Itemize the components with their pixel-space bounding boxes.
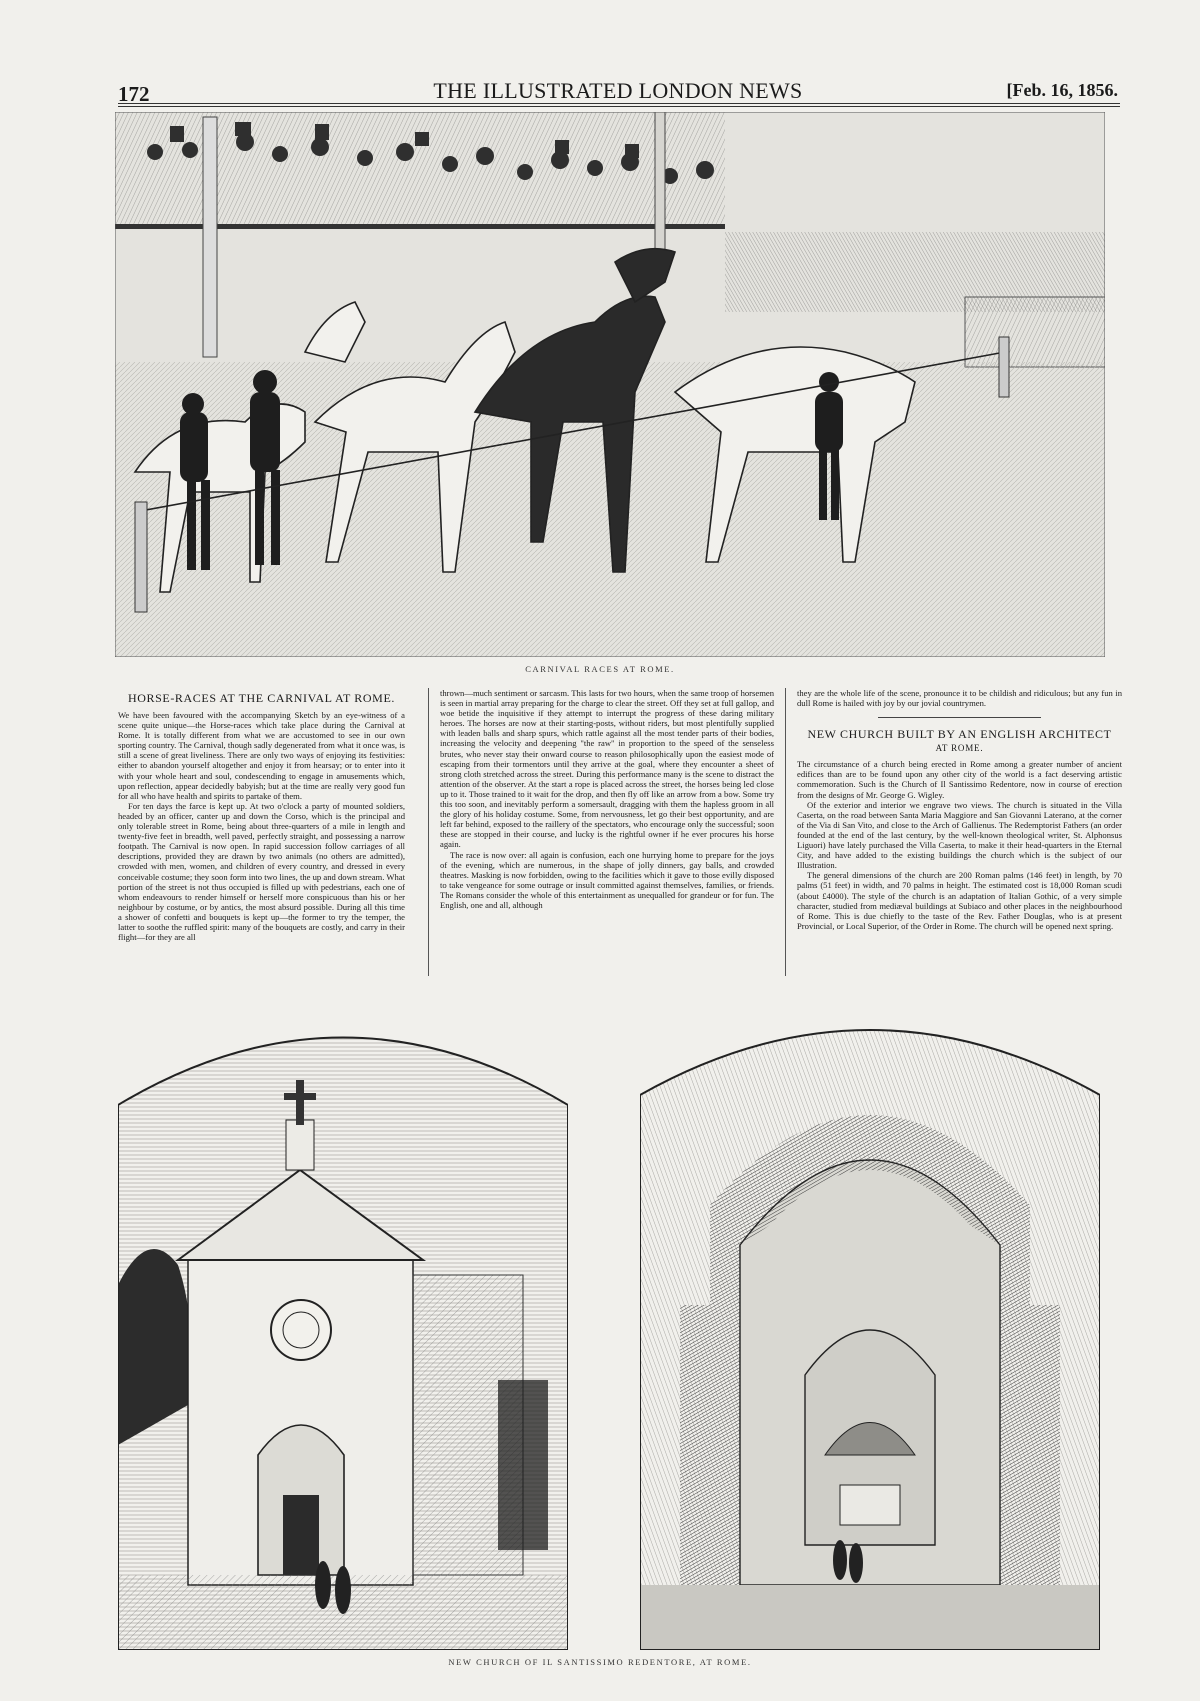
article2-title: NEW CHURCH BUILT BY AN ENGLISH ARCHITECT bbox=[807, 727, 1112, 742]
column-2 bbox=[440, 688, 774, 910]
column-rule-2 bbox=[785, 688, 786, 976]
header-rule bbox=[118, 103, 1120, 104]
altar bbox=[840, 1485, 900, 1525]
cross-icon bbox=[296, 1080, 304, 1125]
church-exterior-engraving bbox=[118, 985, 568, 1650]
church-interior-engraving bbox=[640, 985, 1100, 1650]
floor bbox=[640, 1585, 1100, 1650]
article2-subtitle: AT ROME. bbox=[935, 743, 984, 754]
article1-paragraph-3: thrown—much sentiment or sarcasm. This lasts for two hours, when the same troop of horsemen is seen in martial array preparing for the charge to clear the street. Off they set at full gallop, and woe betide the inquisitive if they attempt to interrupt the progress of these daring military heroes. The horses are now at their starting-posts, without riders, but most plentifully supplied with leaden balls and sharp spurs, which rattle against all the most tender parts of their bodies, increasing the velocity and deepening "the raw" in proportion to the speed of the senseless brutes, who never stay their onward course to reason philosophically upon the easiest mode of escaping from their tormentors until they arrive at the goal, where they encounter a sheet of strong cloth stretched across the street. During this performance many is the scene to distract the attention of the observer. At the start a rope is placed across the street, the horses being led close up to it. Those trained to it wait for the drop, and then fly off like an arrow from a bow. Some try this too soon, and inevitably perform a somersault, dragging with them the hapless groom in all the glory of his holiday costume. Some, from nervousness, let go their best opportunity, and are left far behind, exposed to the raillery of the spectators, who encourage only the successful; soon these are stopped in their course, and lucky is the rightful owner if he ever procures his horse again. bbox=[440, 688, 774, 850]
issue-date: [Feb. 16, 1856. bbox=[1006, 80, 1118, 100]
post bbox=[203, 117, 217, 357]
carnival-races-engraving bbox=[115, 112, 1105, 657]
article1-paragraph-1: We have been favoured with the accompanying Sketch by an eye-witness of a scene quite unique—the Horse-races which take place during the Carnival at Rome. It is totally different from what we are accustomed to see in our own sporting country. The Carnival, though sadly degenerated from what it once was, is still a scene of great liveliness. There are only two ways of enjoying its festivities: either to abandon yourself altogether and enjoy it from hearsay; or to enter into it with your whole heart and soul, condescending to engage in amusements which, upon reflection, appear decidedly babyish; but at the time are really very good fun for all who have health and spirits to partake of them. bbox=[118, 710, 405, 801]
rose-window bbox=[271, 1300, 331, 1360]
masthead: THE ILLUSTRATED LONDON NEWS bbox=[433, 78, 803, 103]
door bbox=[283, 1495, 319, 1575]
article2-paragraph-1: The circumstance of a church being erected in Rome among a greater number of ancient edifices than are to be found upon any other city of the world is a fact deserving artistic commemoration. Such is the Church of Il Santissimo Redentore, now in course of erection from the designs of Mr. George G. Wigley. bbox=[797, 759, 1122, 800]
column-3 bbox=[797, 688, 1122, 931]
bell-cote bbox=[286, 1120, 314, 1170]
header-rule-double bbox=[118, 106, 1120, 107]
column-1 bbox=[118, 688, 405, 942]
left-pier bbox=[680, 1305, 710, 1605]
bottom-figure-caption: NEW CHURCH OF IL SANTISSIMO REDENTORE, AT ROME. bbox=[448, 1657, 752, 1667]
article1-title: HORSE-RACES AT THE CARNIVAL AT ROME. bbox=[128, 691, 395, 705]
article2-paragraph-2: Of the exterior and interior we engrave two views. The church is situated in the Villa Caserta, on the road between Santa Maria Maggiore and San Giovanni Laterano, at the corner of the Via di San Vito, and close to the Arch of Gallienus. The Redemptorist Fathers (an order founded at the end of the last century, by the well-known theological writer, St. Alphonsus Liguori) have lately purchased the Villa Caserta, to make it their head-quarters in the Eternal City, and have added to the existing buildings the church which is the subject of our Illustration. bbox=[797, 799, 1122, 871]
article1-paragraph-5: they are the whole life of the scene, pronounce it to be childish and ridiculous; but any fun in dull Rome is hailed with joy by our jovial countrymen. bbox=[797, 688, 1122, 709]
article-divider bbox=[878, 717, 1041, 718]
article1-paragraph-2: For ten days the farce is kept up. At two o'clock a party of mounted soldiers, headed by an officer, canter up and down the Corso, which is the principal and only tolerable street in Rome, being about three-quarters of a mile in length and twenty-five feet in breadth, well paved, perfectly straight, and possessing a narrow footpath. The Carnival is now open. In rapid succession follow carriages of all descriptions, provided they are drawn by two animals (no others are admitted), crowded with men, women, and children of every country, and dressed in every conceivable costume; they soon form into two lines, the up and down stream. What portion of the street is not thus occupied is filled up with pedestrians, each one of whom endeavours to render himself or herself more conspicuous than his or her neighbour by costume, or by antics, the most absurd possible. During all this time a shower of confetti and bouquets is kept up—the former to try the temper, the latter to soothe the ruffled spirit: many of the bouquets are costly, and carry in their flight—for they are all bbox=[118, 800, 405, 943]
cypress bbox=[498, 1380, 548, 1550]
right-pier bbox=[1030, 1305, 1060, 1605]
column-rule-1 bbox=[428, 688, 429, 976]
page-number: 172 bbox=[118, 82, 150, 106]
rope-post bbox=[135, 502, 147, 612]
article1-paragraph-4: The race is now over: all again is confusion, each one hurrying home to prepare for the joys of the evening, which are numerous, in the shape of jolly dinners, gay balls, and crowded theatres. Masking is now forbidden, owing to the facilities which it gave to those evilly disposed to take vengeance for some outrage or insult committed against themselves, families, or friends. The Romans consider the whole of this entertainment as unequalled for grandeur or for fun. The English, one and all, although bbox=[440, 849, 774, 910]
top-figure-caption: CARNIVAL RACES AT ROME. bbox=[525, 664, 675, 674]
article2-paragraph-3: The general dimensions of the church are 200 Roman palms (146 feet) in length, by 70 palms (51 feet) in width, and 70 palms in height. The estimated cost is 18,000 Roman scudi (about £4000). The style of the church is an adaptation of Italian Gothic, of a very simple character, studied from mediæval buildings at Subiaco and other places in the neighbourhood of Rome. This is due chiefly to the taste of the Rev. Father Douglas, who is at present Provincial, or Local Superior, of the Order in Rome. The church will be opened next spring. bbox=[797, 870, 1122, 931]
